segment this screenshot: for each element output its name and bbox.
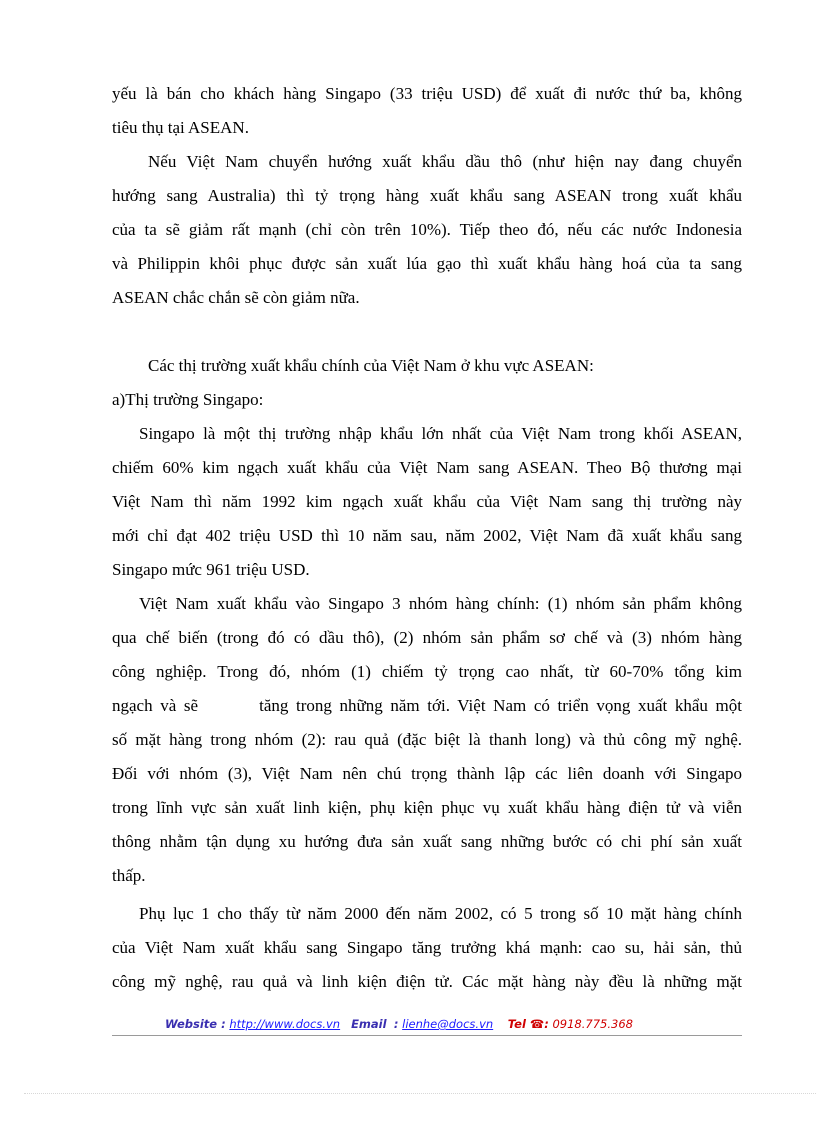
email-label: Email [351,1017,387,1031]
text-line: hướng sang Australia) thì tỷ trọng hàng xuất khẩu sang ASEAN trong xuất khẩu [112,186,742,205]
website-label: Website : [165,1017,226,1031]
text-line: ASEAN chắc chắn sẽ còn giảm nữa. [112,288,360,307]
text-line: Phụ lục 1 cho thấy từ năm 2000 đến năm 2002, có 5 trong số 10 mặt hàng chính [139,904,742,923]
section-intro: Các thị trường xuất khẩu chính của Việt Nam ở khu vực ASEAN: [148,356,594,375]
page-footer [165,1017,633,1031]
text-line: mới chỉ đạt 402 triệu USD thì 10 năm sau, năm 2002, Việt Nam đã xuất khẩu sang [112,526,742,545]
text-line: Singapo mức 961 triệu USD. [112,560,310,579]
text-line: Singapo là một thị trường nhập khẩu lớn nhất của Việt Nam trong khối ASEAN, [139,424,742,443]
text-line: tiêu thụ tại ASEAN. [112,118,249,137]
text-line: số mặt hàng trong nhóm (2): rau quả (đặc biệt là thanh long) và thủ công mỹ nghệ. [112,730,742,749]
text-line: qua chế biến (trong đó có dầu thô), (2) nhóm sản phẩm sơ chế và (3) nhóm hàng [112,628,742,647]
text-line: Đối với nhóm (3), Việt Nam nên chú trọng thành lập các liên doanh với Singapo [112,764,742,783]
text-line: công mỹ nghệ, rau quả và linh kiện điện tử. Các mặt hàng này đều là những mặt [112,972,742,991]
text-line: công nghiệp. Trong đó, nhóm (1) chiếm tỷ trọng cao nhất, từ 60-70% tổng kim [112,662,742,681]
section-heading: a)Thị trường Singapo: [112,390,264,409]
page-boundary [24,1093,816,1094]
text-line: Việt Nam xuất khẩu vào Singapo 3 nhóm hàng chính: (1) nhóm sản phẩm không [139,594,742,613]
text-line: của ta sẽ giảm rất mạnh (chỉ còn trên 10%). Tiếp theo đó, nếu các nước Indonesia [112,220,742,239]
text-line: và Philippin khôi phục được sản xuất lúa gạo thì xuất khẩu hàng hoá của ta sang [112,254,742,273]
text-line: Việt Nam thì năm 1992 kim ngạch xuất khẩu của Việt Nam sang thị trường này [112,492,742,511]
text-line: ngạch và sẽ tăng trong những năm tới. Việt Nam có triển vọng xuất khẩu một [112,696,742,715]
text-line: trong lĩnh vực sản xuất linh kiện, phụ kiện phục vụ xuất khẩu hàng điện tử và viễn [112,798,742,817]
text-line: của Việt Nam xuất khẩu sang Singapo tăng trưởng khá mạnh: cao su, hải sản, thủ [112,938,742,957]
website-link[interactable]: http://www.docs.vn [229,1017,341,1031]
text-line: yếu là bán cho khách hàng Singapo (33 triệu USD) để xuất đi nước thứ ba, không [112,84,742,103]
text-line: Nếu Việt Nam chuyển hướng xuất khẩu dầu thô (như hiện nay đang chuyển [148,152,742,171]
footer-divider [112,1035,742,1036]
text-line: chiếm 60% kim ngạch xuất khẩu của Việt Nam sang ASEAN. Theo Bộ thương mại [112,458,742,477]
phone-number: 0918.775.368 [552,1017,633,1031]
text-line: thông nhằm tận dụng xu hướng đưa sản xuất sang những bước có chi phí sản xuất [112,832,742,851]
email-link[interactable]: lienhe@docs.vn [402,1017,494,1031]
text-line: thấp. [112,866,146,885]
email-separator: : [393,1017,399,1031]
phone-label: Tel ☎: [507,1017,549,1031]
